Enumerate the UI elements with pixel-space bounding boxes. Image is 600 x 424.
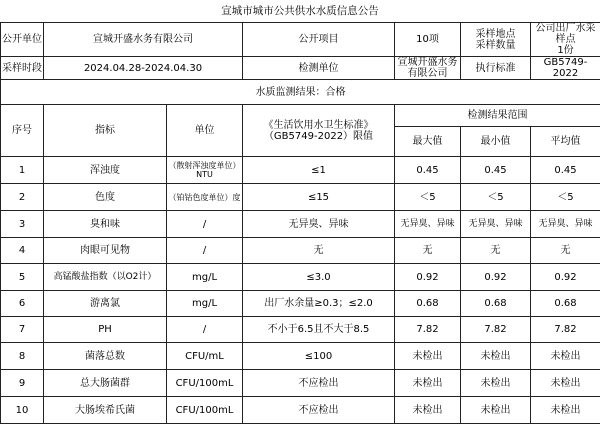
row-indicator: 大肠埃希氏菌 [44, 397, 167, 424]
header-unit: 单位 [167, 105, 243, 157]
header-seq: 序号 [1, 105, 44, 157]
row-limit: 不应检出 [243, 397, 395, 424]
row-min: 0.45 [461, 157, 531, 184]
row-indicator: 总大肠菌群 [44, 370, 167, 397]
standard-value: GB5749-2022 [531, 57, 600, 80]
header-indicator: 指标 [44, 105, 167, 157]
row-no: 9 [1, 370, 44, 397]
row-min: 无异臭、异味 [461, 211, 531, 238]
row-max: 未检出 [395, 343, 461, 370]
row-indicator: 色度 [44, 184, 167, 211]
table-row [1, 264, 600, 291]
row-max: 无 [395, 238, 461, 264]
row-min: 无 [461, 238, 531, 264]
row-limit: ≤3.0 [243, 264, 395, 291]
row-limit: 不应检出 [243, 370, 395, 397]
table-row [1, 397, 600, 424]
row-indicator: PH [44, 317, 167, 343]
table-row [1, 317, 600, 343]
monitoring-result: 水质监测结果：合格 [1, 80, 600, 105]
row-max: 未检出 [395, 370, 461, 397]
row-unit: CFU/100mL [167, 370, 243, 397]
header-max: 最大值 [395, 127, 461, 157]
row-min: ＜5 [461, 184, 531, 211]
row-avg: 0.45 [531, 157, 600, 184]
table-row [1, 238, 600, 264]
row-avg: 0.92 [531, 264, 600, 291]
row-unit: CFU/mL [167, 343, 243, 370]
row-min: 7.82 [461, 317, 531, 343]
testing-unit-value: 宣城开盛水务有限公司 [395, 57, 461, 80]
row-no: 3 [1, 211, 44, 238]
table-row [1, 370, 600, 397]
row-no: 1 [1, 157, 44, 184]
row-avg: ＜5 [531, 184, 600, 211]
header-row-1 [1, 105, 600, 127]
project-value: 10项 [395, 23, 461, 57]
sampling-site-value [531, 23, 600, 57]
sampling-site-label [461, 23, 531, 57]
table-row [1, 157, 600, 184]
header-limit [243, 105, 395, 157]
sampling-period-label: 采样时段 [1, 57, 44, 80]
row-avg: 0.68 [531, 291, 600, 317]
project-label: 公开项目 [243, 23, 395, 57]
header-avg: 平均值 [531, 127, 600, 157]
row-avg: 未检出 [531, 370, 600, 397]
sampling-site-value-line1: 公司出厂水采样点 [532, 23, 599, 45]
row-indicator: 菌落总数 [44, 343, 167, 370]
row-no: 8 [1, 343, 44, 370]
row-limit: 不小于6.5且不大于8.5 [243, 317, 395, 343]
row-min: 未检出 [461, 343, 531, 370]
row-no: 6 [1, 291, 44, 317]
water-quality-table [0, 22, 600, 424]
header-min: 最小值 [461, 127, 531, 157]
sampling-site-value-line2: 1份 [532, 45, 599, 56]
row-avg: 未检出 [531, 397, 600, 424]
testing-unit-label: 检测单位 [243, 57, 395, 80]
row-indicator: 游离氯 [44, 291, 167, 317]
row-no: 10 [1, 397, 44, 424]
publisher-value: 宣城开盛水务有限公司 [44, 23, 243, 57]
row-limit: ≤100 [243, 343, 395, 370]
row-unit: （铂钴色度单位）度 [167, 184, 243, 211]
row-limit: 无 [243, 238, 395, 264]
row-max: ＜5 [395, 184, 461, 211]
row-unit: mg/L [167, 291, 243, 317]
row-unit: （散射浑浊度单位）NTU [167, 157, 243, 184]
info-row-period [1, 57, 600, 80]
row-unit: / [167, 238, 243, 264]
row-limit: 无异臭、异味 [243, 211, 395, 238]
standard-label: 执行标准 [461, 57, 531, 80]
header-limit-line1: 《生活饮用水卫生标准》 [244, 120, 393, 131]
table-row [1, 343, 600, 370]
row-min: 未检出 [461, 397, 531, 424]
sampling-site-label-line1: 采样地点 [462, 29, 529, 40]
row-avg: 未检出 [531, 343, 600, 370]
row-min: 0.92 [461, 264, 531, 291]
row-limit: ≤1 [243, 157, 395, 184]
table-row [1, 184, 600, 211]
row-max: 0.92 [395, 264, 461, 291]
row-unit: mg/L [167, 264, 243, 291]
row-indicator: 臭和味 [44, 211, 167, 238]
sampling-site-label-line2: 采样数量 [462, 40, 529, 51]
row-avg: 无 [531, 238, 600, 264]
header-limit-line2: （GB5749-2022）限值 [244, 131, 393, 142]
row-limit: ≤15 [243, 184, 395, 211]
row-max: 0.45 [395, 157, 461, 184]
row-limit: 出厂水余量≥0.3；≤2.0 [243, 291, 395, 317]
row-avg: 7.82 [531, 317, 600, 343]
header-result-range: 检测结果范围 [395, 105, 600, 127]
row-max: 未检出 [395, 397, 461, 424]
row-min: 未检出 [461, 370, 531, 397]
row-unit: / [167, 211, 243, 238]
row-no: 7 [1, 317, 44, 343]
row-no: 5 [1, 264, 44, 291]
row-min: 0.68 [461, 291, 531, 317]
row-max: 无异臭、异味 [395, 211, 461, 238]
row-avg: 无异臭、异味 [531, 211, 600, 238]
publisher-label: 公开单位 [1, 23, 44, 57]
row-indicator: 浑浊度 [44, 157, 167, 184]
sampling-period-value: 2024.04.28-2024.04.30 [44, 57, 243, 80]
report-title: 宣城市城市公共供水水质信息公告 [0, 0, 600, 22]
row-no: 4 [1, 238, 44, 264]
info-row-publisher [1, 23, 600, 57]
row-max: 0.68 [395, 291, 461, 317]
row-max: 7.82 [395, 317, 461, 343]
row-unit: CFU/100mL [167, 397, 243, 424]
table-row [1, 291, 600, 317]
row-indicator: 肉眼可见物 [44, 238, 167, 264]
result-row [1, 80, 600, 105]
row-indicator: 高锰酸盐指数（以O2计） [44, 264, 167, 291]
row-no: 2 [1, 184, 44, 211]
row-unit: / [167, 317, 243, 343]
table-row [1, 211, 600, 238]
